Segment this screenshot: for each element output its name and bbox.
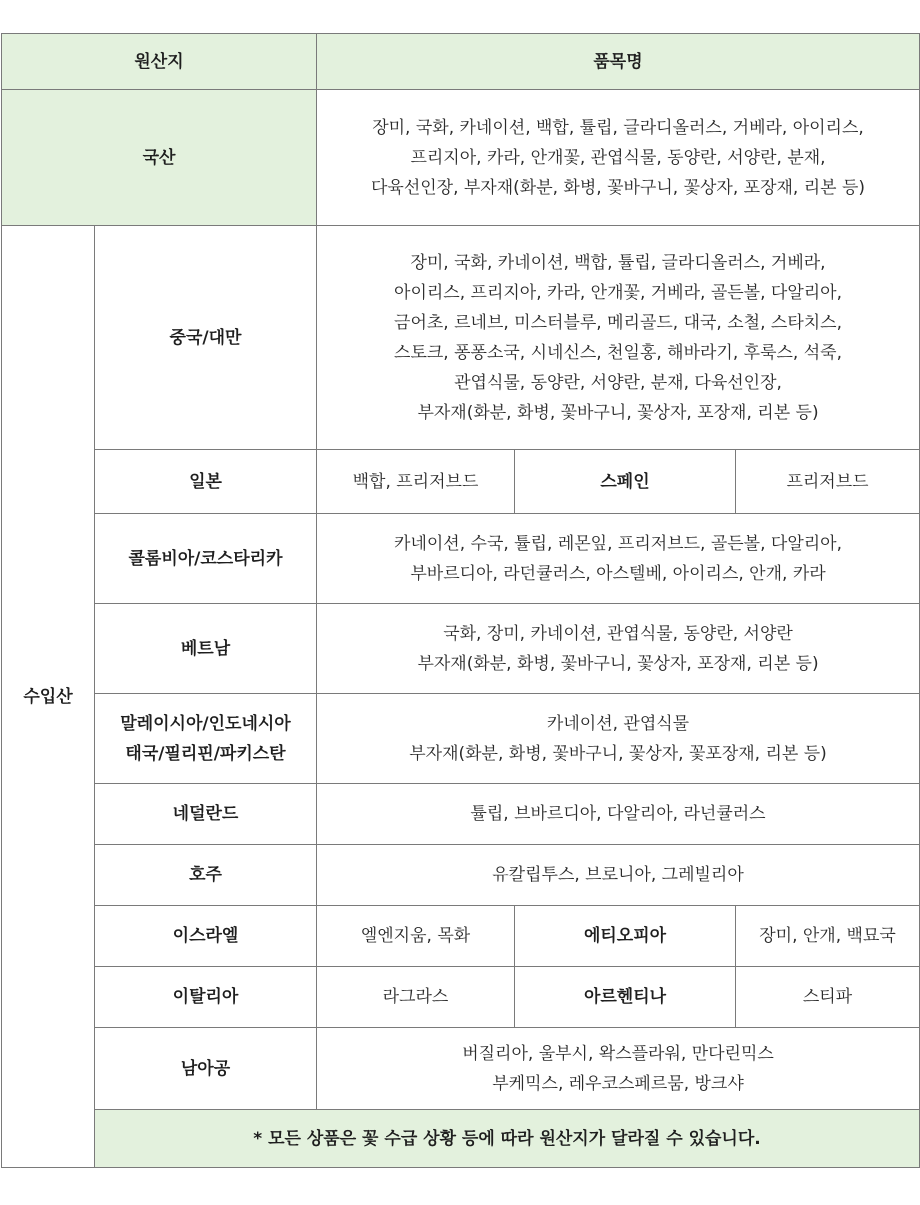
domestic-items: [317, 90, 920, 226]
south-africa-line: 버질리아, 울부시, 왁스플라워, 만다린믹스: [462, 1043, 774, 1064]
domestic-line: 장미, 국화, 카네이션, 백합, 튤립, 글라디올러스, 거베라, 아이리스,: [372, 117, 864, 138]
south-africa-row: [2, 1028, 920, 1110]
country-vietnam: 베트남: [95, 604, 317, 694]
vietnam-items: [317, 604, 920, 694]
header-origin: 원산지: [2, 34, 317, 90]
domestic-line: 프리지아, 카라, 안개꽃, 관엽식물, 동양란, 서양란, 분재,: [410, 147, 826, 168]
malaysia-items: [317, 694, 920, 784]
china-line: 장미, 국화, 카네이션, 백합, 튤립, 글라디올러스, 거베라,: [410, 252, 826, 273]
origin-table: [1, 33, 920, 1168]
malaysia-row: [2, 694, 920, 784]
vietnam-line: 부자재(화분, 화병, 꽃바구니, 꽃상자, 포장재, 리본 등): [417, 653, 819, 674]
footer-row: [2, 1110, 920, 1168]
argentina-items: 스티파: [736, 967, 920, 1028]
country-japan: 일본: [95, 450, 317, 514]
country-malaysia-line: 말레이시아/인도네시아: [120, 713, 291, 734]
country-colombia: 콜롬비아/코스타리카: [95, 514, 317, 604]
domestic-line: 다육선인장, 부자재(화분, 화병, 꽃바구니, 꽃상자, 포장재, 리본 등): [370, 177, 866, 198]
china-row: [2, 226, 920, 450]
country-argentina: 아르헨티나: [515, 967, 736, 1028]
country-malaysia-line: 태국/필리핀/파키스탄: [125, 743, 286, 764]
country-malaysia: [95, 694, 317, 784]
malaysia-line: 부자재(화분, 화병, 꽃바구니, 꽃상자, 꽃포장재, 리본 등): [409, 743, 827, 764]
header-row: [2, 34, 920, 90]
netherlands-row: [2, 784, 920, 845]
country-australia: 호주: [95, 845, 317, 906]
imported-label: 수입산: [2, 226, 95, 1168]
country-south-africa: 남아공: [95, 1028, 317, 1110]
vietnam-line: 국화, 장미, 카네이션, 관엽식물, 동양란, 서양란: [443, 623, 793, 644]
footer-note: * 모든 상품은 꽃 수급 상황 등에 따라 원산지가 달라질 수 있습니다.: [95, 1110, 920, 1168]
china-line: 스토크, 퐁퐁소국, 시네신스, 천일홍, 해바라기, 후룩스, 석죽,: [394, 342, 842, 363]
country-spain: 스페인: [515, 450, 736, 514]
vietnam-row: [2, 604, 920, 694]
country-netherlands: 네덜란드: [95, 784, 317, 845]
header-items: 품목명: [317, 34, 920, 90]
china-line: 부자재(화분, 화병, 꽃바구니, 꽃상자, 포장재, 리본 등): [417, 402, 819, 423]
malaysia-line: 카네이션, 관엽식물: [546, 713, 690, 734]
china-line: 아이리스, 프리지아, 카라, 안개꽃, 거베라, 골든볼, 다알리아,: [394, 282, 842, 303]
australia-items: 유칼립투스, 브로니아, 그레빌리아: [317, 845, 920, 906]
country-italy: 이탈리아: [95, 967, 317, 1028]
israel-row: [2, 906, 920, 967]
colombia-row: [2, 514, 920, 604]
colombia-line: 카네이션, 수국, 튤립, 레몬잎, 프리저브드, 골든볼, 다알리아,: [394, 533, 842, 554]
domestic-row: [2, 90, 920, 226]
australia-row: [2, 845, 920, 906]
colombia-items: [317, 514, 920, 604]
italy-items: 라그라스: [317, 967, 515, 1028]
country-israel: 이스라엘: [95, 906, 317, 967]
japan-items: 백합, 프리저브드: [317, 450, 515, 514]
israel-items: 엘엔지움, 목화: [317, 906, 515, 967]
italy-row: [2, 967, 920, 1028]
ethiopia-items: 장미, 안개, 백묘국: [736, 906, 920, 967]
country-ethiopia: 에티오피아: [515, 906, 736, 967]
netherlands-items: 튤립, 브바르디아, 다알리아, 라넌큘러스: [317, 784, 920, 845]
colombia-line: 부바르디아, 라던큘러스, 아스텔베, 아이리스, 안개, 카라: [410, 563, 826, 584]
south-africa-line: 부케믹스, 레우코스페르뭄, 방크샤: [492, 1073, 744, 1094]
china-line: 금어초, 르네브, 미스터블루, 메리골드, 대국, 소철, 스타치스,: [394, 312, 842, 333]
south-africa-items: [317, 1028, 920, 1110]
china-line: 관엽식물, 동양란, 서양란, 분재, 다육선인장,: [454, 372, 782, 393]
domestic-label: 국산: [2, 90, 317, 226]
spain-items: 프리저브드: [736, 450, 920, 514]
china-items: [317, 226, 920, 450]
japan-row: [2, 450, 920, 514]
country-china: 중국/대만: [95, 226, 317, 450]
